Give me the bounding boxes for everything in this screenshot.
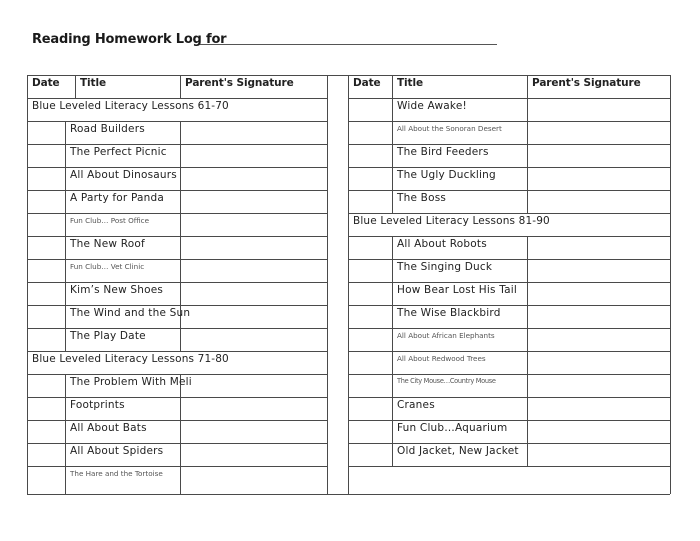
- grid-line: [392, 328, 393, 351]
- grid-line: [392, 167, 393, 190]
- date-cell[interactable]: [348, 190, 392, 213]
- grid-line: [65, 420, 66, 443]
- header-title: Title: [80, 77, 107, 89]
- parent-signature-cell[interactable]: [527, 420, 670, 443]
- date-cell[interactable]: [27, 466, 65, 494]
- date-cell[interactable]: [27, 213, 65, 236]
- grid-line: [392, 190, 393, 213]
- grid-line: [27, 98, 327, 99]
- parent-signature-cell[interactable]: [180, 466, 327, 494]
- grid-line: [670, 75, 671, 494]
- book-title: All About Redwood Trees: [397, 354, 486, 363]
- student-name-blank[interactable]: [200, 44, 497, 45]
- book-title: Road Builders: [70, 123, 145, 135]
- book-title: The Hare and the Tortoise: [70, 469, 163, 478]
- date-cell[interactable]: [27, 374, 65, 397]
- grid-line: [392, 121, 393, 144]
- grid-line: [65, 213, 66, 236]
- book-title: Fun Club… Vet Clinic: [70, 262, 145, 271]
- grid-line: [180, 75, 181, 98]
- parent-signature-cell[interactable]: [527, 144, 670, 167]
- parent-signature-cell[interactable]: [527, 167, 670, 190]
- parent-signature-cell[interactable]: [180, 121, 327, 144]
- header-title: Title: [397, 77, 424, 89]
- book-title: All About the Sonoran Desert: [397, 124, 502, 133]
- parent-signature-cell[interactable]: [527, 397, 670, 420]
- grid-line: [392, 236, 393, 259]
- book-title: Kim’s New Shoes: [70, 284, 164, 296]
- book-title: All About Dinosaurs: [70, 169, 177, 181]
- date-cell[interactable]: [348, 259, 392, 282]
- book-title: The Perfect Picnic: [70, 146, 167, 158]
- section-heading: Blue Leveled Literacy Lessons 71-80: [32, 353, 229, 365]
- grid-line: [65, 328, 66, 351]
- date-cell[interactable]: [27, 420, 65, 443]
- grid-line: [65, 236, 66, 259]
- parent-signature-cell[interactable]: [527, 351, 670, 374]
- grid-line: [65, 259, 66, 282]
- grid-line: [65, 167, 66, 190]
- date-cell[interactable]: [348, 420, 392, 443]
- book-title: The Bird Feeders: [397, 146, 489, 158]
- grid-line: [392, 305, 393, 328]
- grid-line: [392, 259, 393, 282]
- book-title: All About Robots: [397, 238, 487, 250]
- date-cell[interactable]: [27, 259, 65, 282]
- date-cell[interactable]: [348, 305, 392, 328]
- parent-signature-cell[interactable]: [180, 443, 327, 466]
- parent-signature-cell[interactable]: [180, 167, 327, 190]
- date-cell[interactable]: [27, 282, 65, 305]
- grid-line: [27, 494, 670, 495]
- grid-line: [65, 443, 66, 466]
- page-title: Reading Homework Log for: [32, 32, 227, 47]
- parent-signature-cell[interactable]: [527, 282, 670, 305]
- blank-row[interactable]: [348, 466, 670, 494]
- grid-line: [65, 282, 66, 305]
- grid-line: [327, 75, 328, 494]
- book-title: Old Jacket, New Jacket: [397, 445, 519, 457]
- book-title: The New Roof: [70, 238, 145, 250]
- parent-signature-cell[interactable]: [527, 190, 670, 213]
- parent-signature-cell[interactable]: [180, 236, 327, 259]
- book-title: The Boss: [397, 192, 447, 204]
- header-date: Date: [32, 77, 60, 89]
- date-cell[interactable]: [27, 236, 65, 259]
- grid-line: [392, 374, 393, 397]
- book-title: All About Spiders: [70, 445, 164, 457]
- parent-signature-cell[interactable]: [527, 305, 670, 328]
- date-cell[interactable]: [27, 328, 65, 351]
- book-title: The City Mouse…Country Mouse: [397, 377, 496, 385]
- parent-signature-cell[interactable]: [180, 190, 327, 213]
- book-title: The Problem With Meli: [70, 376, 192, 388]
- book-title: The Wind and the Sun: [70, 307, 191, 319]
- book-title: All About Bats: [70, 422, 147, 434]
- grid-line: [392, 443, 393, 466]
- book-title: The Singing Duck: [397, 261, 493, 273]
- date-cell[interactable]: [348, 98, 392, 121]
- grid-line: [75, 75, 76, 98]
- date-cell[interactable]: [348, 121, 392, 144]
- header-parent-signature: Parent's Signature: [532, 77, 641, 89]
- grid-line: [392, 144, 393, 167]
- grid-line: [65, 190, 66, 213]
- header-parent-signature: Parent's Signature: [185, 77, 294, 89]
- grid-line: [392, 351, 393, 374]
- book-title: A Party for Panda: [70, 192, 165, 204]
- grid-line: [27, 351, 327, 352]
- parent-signature-cell[interactable]: [180, 328, 327, 351]
- date-cell[interactable]: [348, 374, 392, 397]
- grid-line: [65, 397, 66, 420]
- parent-signature-cell[interactable]: [527, 328, 670, 351]
- section-heading: Blue Leveled Literacy Lessons 81-90: [353, 215, 550, 227]
- parent-signature-cell[interactable]: [180, 420, 327, 443]
- date-cell[interactable]: [27, 305, 65, 328]
- grid-line: [392, 397, 393, 420]
- grid-line: [348, 213, 670, 214]
- grid-line: [65, 466, 66, 494]
- book-title: The Play Date: [70, 330, 146, 342]
- parent-signature-cell[interactable]: [527, 98, 670, 121]
- date-cell[interactable]: [348, 397, 392, 420]
- parent-signature-cell[interactable]: [180, 213, 327, 236]
- parent-signature-cell[interactable]: [180, 397, 327, 420]
- parent-signature-cell[interactable]: [180, 144, 327, 167]
- book-title: The Wise Blackbird: [397, 307, 501, 319]
- parent-signature-cell[interactable]: [527, 374, 670, 397]
- date-cell[interactable]: [348, 443, 392, 466]
- date-cell[interactable]: [27, 443, 65, 466]
- book-title: Cranes: [397, 399, 435, 411]
- date-cell[interactable]: [27, 167, 65, 190]
- book-title: Footprints: [70, 399, 125, 411]
- grid-line: [65, 374, 66, 397]
- header-date: Date: [353, 77, 381, 89]
- date-cell[interactable]: [348, 144, 392, 167]
- grid-line: [65, 121, 66, 144]
- date-cell[interactable]: [348, 167, 392, 190]
- date-cell[interactable]: [348, 351, 392, 374]
- parent-signature-cell[interactable]: [527, 236, 670, 259]
- parent-signature-cell[interactable]: [527, 443, 670, 466]
- parent-signature-cell[interactable]: [180, 374, 327, 397]
- book-title: Fun Club…Aquarium: [397, 422, 508, 434]
- grid-line: [527, 75, 528, 98]
- book-title: The Ugly Duckling: [397, 169, 496, 181]
- date-cell[interactable]: [348, 236, 392, 259]
- date-cell[interactable]: [348, 282, 392, 305]
- parent-signature-cell[interactable]: [527, 121, 670, 144]
- date-cell[interactable]: [27, 397, 65, 420]
- parent-signature-cell[interactable]: [180, 282, 327, 305]
- grid-line: [392, 75, 393, 98]
- grid-line: [392, 98, 393, 121]
- grid-line: [65, 305, 66, 328]
- date-cell[interactable]: [348, 328, 392, 351]
- book-title: How Bear Lost His Tail: [397, 284, 517, 296]
- book-title: All About African Elephants: [397, 331, 495, 340]
- parent-signature-cell[interactable]: [180, 305, 327, 328]
- book-title: Wide Awake!: [397, 100, 467, 112]
- section-heading: Blue Leveled Literacy Lessons 61-70: [32, 100, 229, 112]
- date-cell[interactable]: [27, 121, 65, 144]
- parent-signature-cell[interactable]: [180, 259, 327, 282]
- date-cell[interactable]: [27, 144, 65, 167]
- parent-signature-cell[interactable]: [527, 259, 670, 282]
- date-cell[interactable]: [27, 190, 65, 213]
- grid-line: [65, 144, 66, 167]
- book-title: Fun Club… Post Office: [70, 216, 150, 225]
- grid-line: [392, 282, 393, 305]
- grid-line: [392, 420, 393, 443]
